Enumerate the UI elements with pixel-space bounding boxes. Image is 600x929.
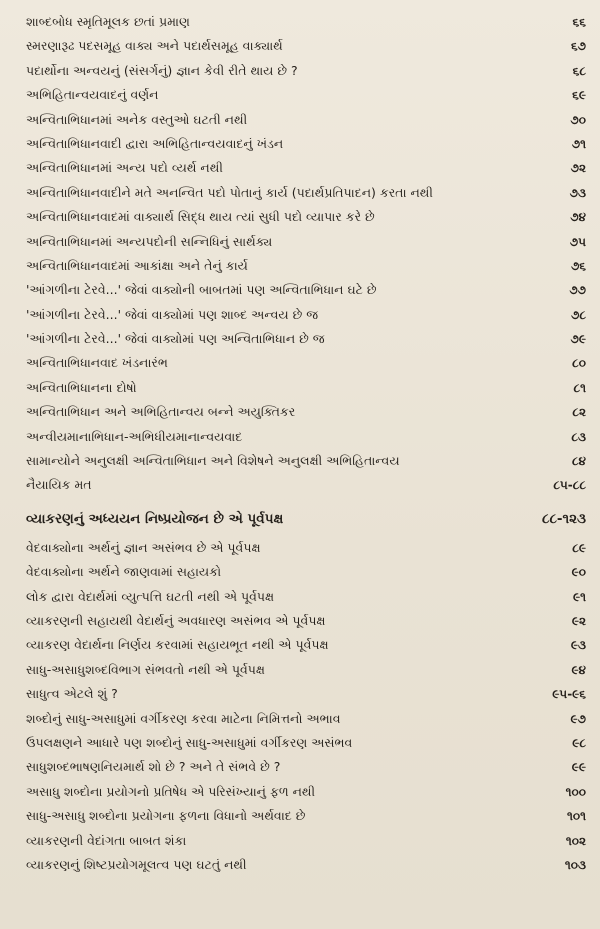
toc-entry-page-number: ૭૫: [569, 234, 586, 249]
toc-entry-title: નૈયાયિક મત: [26, 477, 92, 493]
toc-entry-title: સાધુશબ્દભાષણનિયમાર્થ શો છે ? અને તે સંભવે છે ?: [26, 759, 281, 775]
toc-entry-page-number: ૯૪: [571, 662, 586, 677]
toc-entry: [26, 327, 586, 351]
toc-entry: [26, 609, 586, 633]
toc-entry: [26, 536, 586, 560]
toc-entry-title: વ્યાકરણની વેદાંગતા બાબત શંકા: [26, 832, 187, 848]
toc-entry: [26, 633, 586, 657]
toc-entry-page-number: ૮૪: [571, 454, 586, 469]
toc-entry: [26, 181, 586, 205]
toc-entry-title: સાધુ-અસાધુ શબ્દોના પ્રયોગના ફળના વિધાનો અર્થવાદ છે: [26, 808, 306, 824]
toc-entry-title: અન્વિતાભિધાનના દોષો: [26, 379, 137, 395]
toc-entry: [26, 425, 586, 449]
toc-entry: [26, 376, 586, 400]
toc-entry: [26, 10, 586, 34]
toc-entry-page-number: ૬૬: [572, 15, 586, 29]
toc-entry-page-number: ૯૦: [571, 565, 586, 580]
toc-entry-title: પદાર્થોના અન્વયનું (સંસર્ગનું) જ્ઞાન કેવી રીતે થાય છે ?: [26, 62, 298, 78]
toc-entry-title: સાધુ-અસાધુશબ્દવિભાગ સંભવતો નથી એ પૂર્વપક્ષ: [26, 661, 265, 677]
toc-entry-title: શબ્દોનું સાધુ-અસાધુમાં વર્ગીકરણ કરવા માટેના નિમિત્તનો અભાવ: [26, 710, 341, 726]
toc-entry-title: સામાન્યોને અનુલક્ષી અન્વિતાભિધાન અને વિશેષને અનુલક્ષી અભિહિતાન્વય: [26, 453, 400, 469]
toc-entry-title: અન્વિતાભિધાનમાં અન્ય પદો વ્યર્થ નથી: [26, 160, 223, 176]
toc-entry-title: વ્યાકરણની સહાયથી વેદાર્થનું અવધારણ અસંભવ એ પૂર્વપક્ષ: [26, 612, 326, 628]
toc-entry-title: વ્યાકરણ વેદાર્થના નિર્ણય કરવામાં સહાયભૂત નથી એ પૂર્વપક્ષ: [26, 637, 329, 653]
toc-entry: [26, 829, 586, 853]
toc-entry-title: 'આંગળીના ટેરવે...' જેવાં વાક્યોમાં પણ અન્વિતાભિધાન છે જ: [26, 331, 325, 347]
toc-entry: [26, 804, 586, 828]
toc-entry: [26, 108, 586, 132]
toc-entry-title: શાબ્દબોધ સ્મૃતિમૂલક છતાં પ્રમાણ: [26, 14, 190, 29]
toc-entry-title: અસાધુ શબ્દોના પ્રયોગનો પ્રતિષેધ એ પરિસંખ્યાનું ફળ નથી: [26, 783, 316, 799]
toc-entry-title: અન્વિતાભિધાનવાદમાં આકાંક્ષા અને તેનું કાર્ય: [26, 257, 248, 273]
toc-entry: [26, 755, 586, 779]
toc-entry-page-number: ૮૧: [573, 380, 586, 395]
toc-entry: [26, 83, 586, 107]
toc-entry: [26, 303, 586, 327]
toc-entry-title: લોક દ્વારા વેદાર્થમાં વ્યુત્પત્તિ ઘટતી નથી એ પૂર્વપક્ષ: [26, 588, 275, 604]
toc-entry-page-number: ૭૪: [570, 210, 586, 225]
toc-entry-page-number: ૮૩: [571, 429, 586, 444]
toc-entry: [26, 59, 586, 83]
toc-entry-title: અન્વિતાભિધાનમાં અન્યપદોની સન્નિધિનું સાર્થક્ય: [26, 233, 273, 249]
toc-entry: [26, 156, 586, 180]
toc-entry-page-number: ૯૯: [571, 760, 586, 775]
toc-entry-page-number: ૭૬: [570, 258, 586, 273]
toc-entry-title: સાધુત્વ એટલે શું ?: [26, 686, 118, 702]
toc-entry: [26, 473, 586, 497]
toc-entry: [26, 780, 586, 804]
toc-entry-title: વેદવાક્યોના અર્થનું જ્ઞાન અસંભવ છે એ પૂર્વપક્ષ: [26, 539, 261, 555]
toc-entry: [26, 278, 586, 302]
toc-entry-page-number: ૭૦: [570, 112, 586, 127]
toc-entry: [26, 585, 586, 609]
toc-entry-page-number: ૭૩: [569, 185, 586, 200]
toc-entry-title: ઉપલક્ષણને આધારે પણ શબ્દોનું સાધુ-અસાધુમાં વર્ગીકરણ અસંભવ: [26, 734, 353, 750]
toc-entry-page-number: ૮૯: [572, 540, 586, 555]
toc-entry-page-number: ૮૫-૮૮: [553, 478, 586, 493]
toc-entry-page-number: ૭૭: [569, 283, 586, 298]
toc-entry: [26, 853, 586, 877]
toc-entry: [26, 205, 586, 229]
toc-entry-title: અન્વિતાભિધાનવાદી દ્વારા અભિહિતાન્વયવાદનું ખંડન: [26, 135, 284, 151]
toc-entry-title: અન્વિતાભિધાન અને અભિહિતાન્વય બન્ને અયુક્તિકર: [26, 404, 296, 420]
toc-entry: [26, 34, 586, 58]
toc-entry-page-number: ૭૯: [570, 332, 586, 347]
toc-entry: [26, 449, 586, 473]
toc-entry: [26, 707, 586, 731]
toc-entry-page-number: ૯૮: [572, 735, 586, 750]
toc-entry-title: અન્વિતાભિધાનવાદમાં વાક્યાર્થ સિદ્ધ થાય ત્યાં સુધી પદો વ્યાપાર કરે છે: [26, 209, 375, 225]
toc-entry: [26, 132, 586, 156]
toc-entry: [26, 658, 586, 682]
toc-entry-page-number: ૬૭: [570, 39, 586, 54]
toc-entry-title: 'આંગળીના ટેરવે...' જેવાં વાક્યોની બાબતમાં પણ અન્વિતાભિધાન ઘટે છે: [26, 282, 377, 298]
toc-entry-page-number: ૯૩: [570, 638, 586, 653]
toc-entry-page-number: ૧૦૦: [565, 784, 586, 799]
toc-entry-title: 'આંગળીના ટેરવે...' જેવાં વાક્યોમાં પણ શાબ્દ અન્વય છે જ: [26, 306, 319, 322]
toc-entry-title: સ્મરણારૂઢ પદસમૂહ વાક્ય અને પદાર્થસમૂહ વાક્યાર્થ: [26, 38, 283, 54]
toc-entry-page-number: ૧૦૨: [565, 833, 586, 848]
toc-entry-page-number: ૭૨: [570, 161, 586, 176]
toc-entry: [26, 400, 586, 424]
toc-entry-title: અભિહિતાન્વયવાદનું વર્ણન: [26, 87, 159, 103]
toc-entry-title: અન્વિતાભિધાનવાદીને મતે અનન્વિત પદો પોતાનું કાર્ય (પદાર્થપ્રતિપાદન) કરતા નથી: [26, 184, 433, 200]
toc-entry: [26, 731, 586, 755]
toc-entry-title: અન્વિતાભિધાનમાં અનેક વસ્તુઓ ઘટતી નથી: [26, 111, 248, 127]
toc-section-heading: [26, 502, 586, 536]
toc-entry: [26, 682, 586, 706]
toc-entry-page-number: ૮૨: [572, 405, 586, 420]
toc-entry-page-number: ૮૮-૧૨૩: [542, 510, 586, 527]
toc-entry: [26, 230, 586, 254]
toc-entry-title: અન્વિતાભિધાનવાદ ખંડનારંભ: [26, 355, 168, 371]
table-of-contents: [26, 10, 586, 877]
toc-entry: [26, 254, 586, 278]
toc-entry-page-number: ૯૭: [570, 711, 586, 726]
toc-entry-page-number: ૯૧: [573, 589, 586, 604]
toc-entry-page-number: ૬૮: [572, 63, 586, 78]
toc-entry-page-number: ૯૫-૯૬: [552, 687, 586, 702]
toc-entry-page-number: ૭૮: [571, 307, 586, 322]
toc-entry-page-number: ૧૦૩: [564, 857, 586, 872]
toc-entry-page-number: ૬૯: [572, 88, 586, 103]
toc-entry-page-number: ૧૦૧: [567, 809, 586, 824]
toc-entry: [26, 560, 586, 584]
toc-entry-title: વ્યાકરણનું અધ્યયન નિષ્પ્રયોજન છે એ પૂર્વપક્ષ: [26, 510, 284, 527]
toc-entry-title: અન્વીયમાનાભિધાન-અભિધીયમાનાન્વયવાદ: [26, 428, 243, 444]
toc-entry-page-number: ૭૧: [571, 136, 586, 151]
toc-entry: [26, 351, 586, 375]
toc-entry-page-number: ૯૨: [571, 613, 586, 628]
toc-entry-title: વેદવાક્યોના અર્થને જાણવામાં સહાયકો: [26, 564, 222, 580]
toc-entry-title: વ્યાકરણનું શિષ્ટપ્રયોગમૂલત્વ પણ ઘટતું નથી: [26, 856, 247, 872]
toc-entry-page-number: ૮૦: [572, 356, 586, 371]
